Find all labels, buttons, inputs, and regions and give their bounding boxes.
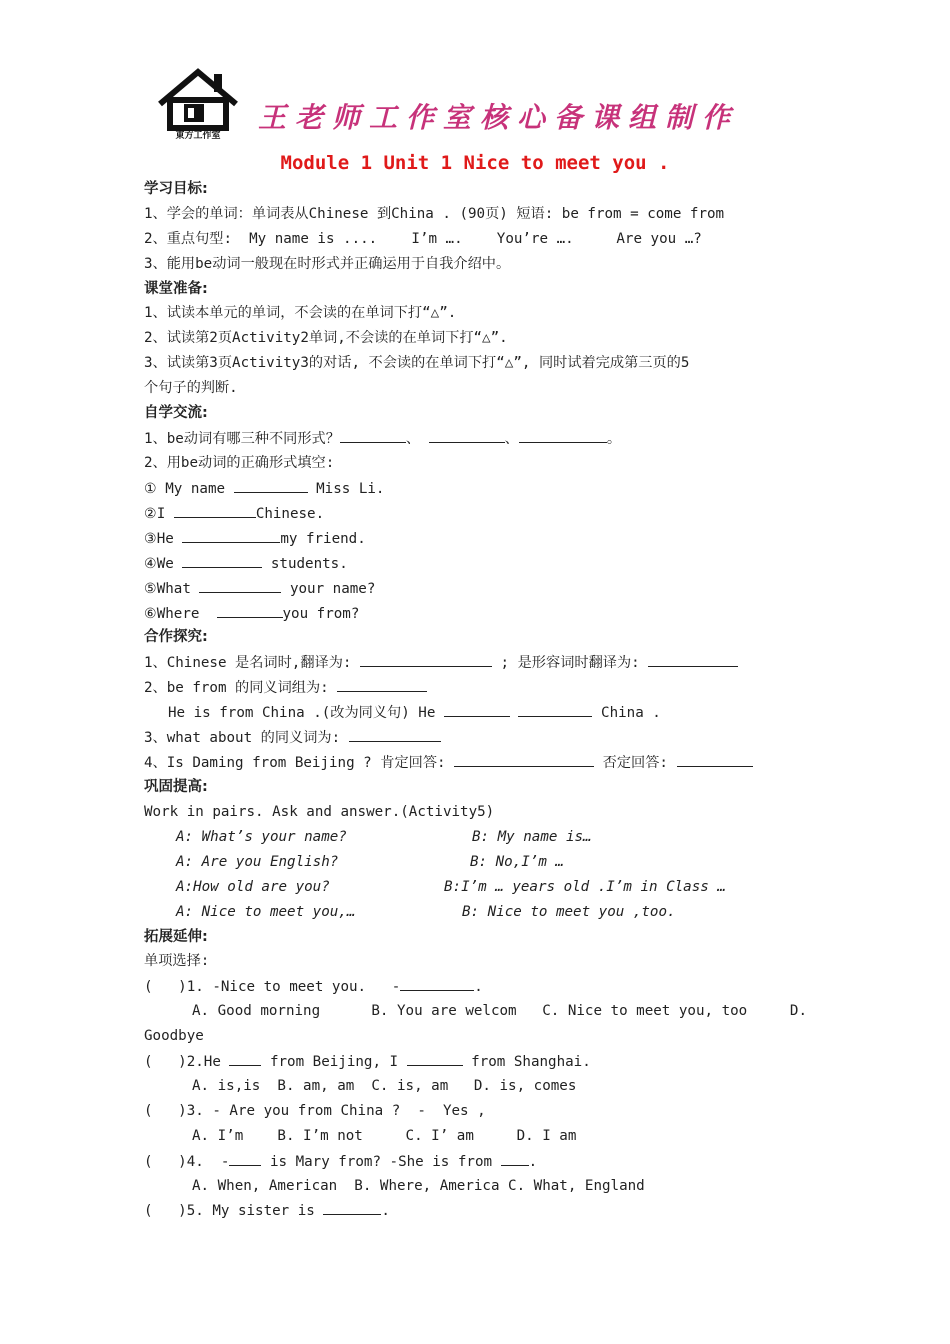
answer-blank[interactable]: [648, 653, 738, 667]
fill-item: [144, 554, 348, 573]
answer-blank[interactable]: [501, 1152, 529, 1166]
question-text: from Shanghai.: [462, 1054, 591, 1070]
question-text: ( )1. -Nice to meet you. -: [144, 979, 401, 995]
objective-line: 3、能用be动词一般现在时形式并正确运用于自我介绍中。: [144, 256, 511, 272]
answer-blank[interactable]: [518, 703, 592, 717]
fill-prefix: ②I: [144, 506, 174, 522]
objective-line: 2、重点句型: My name is .... I’m …. You’re …. Are you …?: [144, 231, 702, 247]
answer-blank[interactable]: [337, 678, 427, 692]
answer-blank[interactable]: [229, 1152, 261, 1166]
answer-blank[interactable]: [217, 604, 283, 618]
answer-blank[interactable]: [349, 728, 441, 742]
coop-line: [144, 753, 753, 772]
mc-question: [144, 1052, 591, 1071]
dialog-a: A:How old are you?: [176, 879, 330, 895]
mc-question: [144, 1201, 390, 1220]
objective-line: 1、学会的单词：单词表从Chinese 到China . (90页) 短语: be from = come from: [144, 206, 725, 222]
answer-blank[interactable]: [229, 1052, 261, 1066]
fill-prefix: ⑥Where: [144, 606, 217, 622]
answer-blank[interactable]: [323, 1201, 381, 1215]
dialog-b: B:I’m … years old .I’m in Class …: [444, 879, 726, 895]
dialog-a: A: Are you English?: [176, 854, 339, 870]
prep-line: 2、试读第2页Activity2单词,不会读的在单词下打“△”.: [144, 330, 508, 346]
dialog-b: B: My name is…: [472, 829, 592, 845]
fill-instructions: 2、用be动词的正确形式填空:: [144, 455, 335, 471]
fill-prefix: ③He: [144, 531, 183, 547]
prep-line: 个句子的判断.: [144, 380, 238, 396]
fill-item: [144, 604, 359, 623]
choice-subheading: 单项选择:: [144, 953, 210, 969]
answer-blank[interactable]: [182, 529, 280, 543]
page-title: Module 1 Unit 1 Nice to meet you .: [280, 152, 670, 174]
mc-question: [144, 1152, 537, 1171]
question-text: ( )4. -: [144, 1154, 230, 1170]
mc-options: A. I’m B. I’m not C. I’ am D. I am: [192, 1128, 577, 1144]
banner-text: 王老师工作室核心备课组制作: [258, 101, 740, 134]
question-text: .: [474, 979, 483, 995]
separator: 。: [606, 431, 622, 447]
fill-suffix: you from?: [282, 606, 360, 622]
answer-blank[interactable]: [234, 479, 308, 493]
prep-line: 1、试读本单元的单词，不会读的在单词下打“△”.: [144, 305, 457, 321]
section-heading-objectives: 学习目标:: [144, 181, 208, 197]
coop-line: [168, 703, 661, 722]
section-heading-extend: 拓展延伸:: [144, 929, 208, 945]
question-text: 4、Is Daming from Beijing ? 肯定回答:: [144, 755, 455, 771]
separator: 、: [504, 431, 519, 447]
section-heading-consolidate: 巩固提高:: [144, 779, 208, 795]
logo-caption: 東方工作室: [175, 131, 221, 141]
question-text: He is from China .(改为同义句) He: [168, 705, 444, 721]
answer-blank[interactable]: [519, 429, 607, 443]
fill-suffix: your name?: [281, 581, 376, 597]
fill-prefix: ④We: [144, 556, 183, 572]
question-text: .: [528, 1154, 538, 1170]
question-text: China .: [592, 705, 661, 721]
answer-blank[interactable]: [454, 753, 594, 767]
separator: 、: [405, 431, 421, 447]
mc-options: A. is,is B. am, am C. is, am D. is, comes: [192, 1078, 577, 1094]
fill-suffix: Chinese.: [255, 506, 325, 522]
answer-blank[interactable]: [360, 653, 492, 667]
fill-item: [144, 479, 384, 498]
dialog-b: B: No,I’m …: [470, 854, 564, 870]
question-text: is Mary from? -She is from: [261, 1154, 501, 1170]
question-text: ( )2.He: [144, 1054, 230, 1070]
answer-blank[interactable]: [429, 429, 505, 443]
question-text: 3、what about 的同义词为:: [144, 730, 349, 746]
coop-line: [144, 728, 441, 747]
mc-options: Goodbye: [144, 1028, 204, 1044]
mc-options: A. When, American B. Where, America C. What, England: [192, 1178, 645, 1194]
fill-suffix: students.: [262, 556, 348, 572]
fill-item: [144, 529, 366, 548]
coop-line: [144, 653, 738, 672]
question-text: 否定回答:: [594, 755, 677, 771]
dialog-a: A: Nice to meet you,…: [176, 904, 356, 920]
mc-question: ( )3. - Are you from China ? - Yes ,: [144, 1103, 486, 1119]
question-text: ; 是形容词时翻译为:: [492, 655, 649, 671]
answer-blank[interactable]: [407, 1052, 463, 1066]
mc-question: [144, 977, 483, 996]
answer-blank[interactable]: [174, 504, 256, 518]
fill-prefix: ⑤What: [144, 581, 200, 597]
dialog-a: A: What’s your name?: [176, 829, 347, 845]
question-text: from Beijing, I: [261, 1054, 407, 1070]
answer-blank[interactable]: [444, 703, 510, 717]
answer-blank[interactable]: [182, 554, 262, 568]
question-text: 2、be from 的同义词组为:: [144, 680, 338, 696]
question-text: 1、Chinese 是名词时,翻译为:: [144, 655, 360, 671]
question-text: .: [381, 1203, 390, 1219]
answer-blank[interactable]: [199, 579, 281, 593]
coop-line: [144, 678, 427, 697]
fill-suffix: Miss Li.: [307, 481, 385, 497]
question-text: ( )5. My sister is: [144, 1203, 324, 1219]
fill-item: [144, 579, 375, 598]
fill-item: [144, 504, 324, 523]
section-heading-self-study: 自学交流:: [144, 405, 208, 421]
answer-blank[interactable]: [340, 429, 406, 443]
answer-blank[interactable]: [677, 753, 753, 767]
question-text: 1、be动词有哪三种不同形式？: [144, 431, 340, 447]
dialog-b: B: Nice to meet you ,too.: [462, 904, 676, 920]
fill-prefix: ① My name: [144, 481, 234, 497]
fill-suffix: my friend.: [280, 531, 366, 547]
prep-line: 3、试读第3页Activity3的对话, 不会读的在单词下打“△”, 同时试着完成第三页的5: [144, 355, 690, 371]
be-forms-question: [144, 429, 621, 448]
answer-blank[interactable]: [400, 977, 474, 991]
mc-options: A. Good morning B. You are welcom C. Nice to meet you, too D.: [192, 1003, 807, 1019]
pairs-intro: Work in pairs. Ask and answer.(Activity5): [144, 804, 495, 820]
section-heading-coop: 合作探究:: [144, 629, 208, 645]
section-heading-prep: 课堂准备:: [144, 281, 208, 297]
